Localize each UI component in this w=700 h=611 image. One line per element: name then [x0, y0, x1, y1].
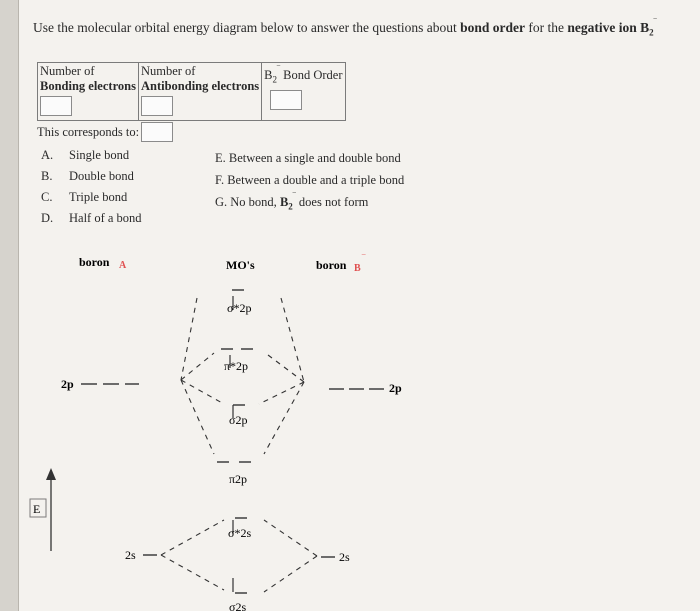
- question-middle: for the: [525, 20, 568, 35]
- bonding-header-line1: Number of: [40, 64, 95, 78]
- boron-a-label: boron: [79, 255, 110, 269]
- left-2s-label: 2s: [125, 548, 136, 562]
- antibonding-header-line1: Number of: [140, 64, 196, 78]
- question-ion-sub: 2: [649, 27, 654, 38]
- question-bold-bond-order: bond order: [460, 20, 526, 35]
- option-f: F. Between a double and a triple bond: [215, 173, 405, 187]
- boron-a-tag: A: [119, 260, 127, 271]
- mo-energy-diagram: [19, 0, 700, 611]
- option-d: D. Half of a bond: [41, 211, 142, 225]
- bond-order-charge: ‾: [277, 65, 281, 75]
- sigma-2s-label: σ2s: [229, 600, 247, 611]
- corresponds-label: This corresponds to:: [37, 124, 140, 139]
- energy-axis-label: E: [33, 502, 41, 516]
- bonding-header-line2: Bonding electrons: [40, 79, 136, 93]
- mos-header: MO's: [226, 258, 255, 272]
- question-intro: Use the molecular orbital energy diagram below to answer the questions about: [33, 20, 461, 35]
- boron-b-charge: ‾: [362, 255, 366, 266]
- question-ion-charge: ‾: [653, 18, 657, 28]
- option-c: C. Triple bond: [41, 190, 128, 204]
- left-2p-label: 2p: [61, 377, 74, 391]
- right-2p-label: 2p: [389, 381, 402, 395]
- worksheet: [18, 0, 700, 611]
- bond-order-sub: 2: [272, 74, 278, 85]
- bond-order-label: Bond Order: [280, 68, 343, 82]
- pi-star-2p-label: π*2p: [224, 359, 249, 373]
- option-b: B. Double bond: [41, 169, 134, 183]
- boron-b-tag: B: [354, 263, 361, 274]
- bond-order-b: B: [264, 68, 273, 82]
- boron-b-label: boron: [316, 258, 347, 272]
- option-g: G. No bond, $B_2^‾$ does not form: [215, 192, 369, 212]
- arrow-up-icon: [46, 468, 56, 480]
- option-a: A. Single bond: [41, 148, 130, 162]
- sigma-star-2p-label: σ*2p: [227, 301, 252, 315]
- sigma-2p-label: σ2p: [229, 413, 248, 427]
- correlation-lines: [161, 298, 317, 592]
- right-2s-label: 2s: [339, 550, 350, 564]
- energy-axis: [30, 468, 56, 551]
- question-ion-label: negative ion B: [567, 20, 650, 35]
- mo-ticks: [230, 296, 233, 592]
- pi-2p-label: π2p: [229, 472, 248, 486]
- antibonding-header-line2: Antibonding electrons: [140, 79, 260, 93]
- option-e: E. Between a single and double bond: [215, 151, 401, 165]
- sigma-star-2s-label: σ*2s: [228, 526, 252, 540]
